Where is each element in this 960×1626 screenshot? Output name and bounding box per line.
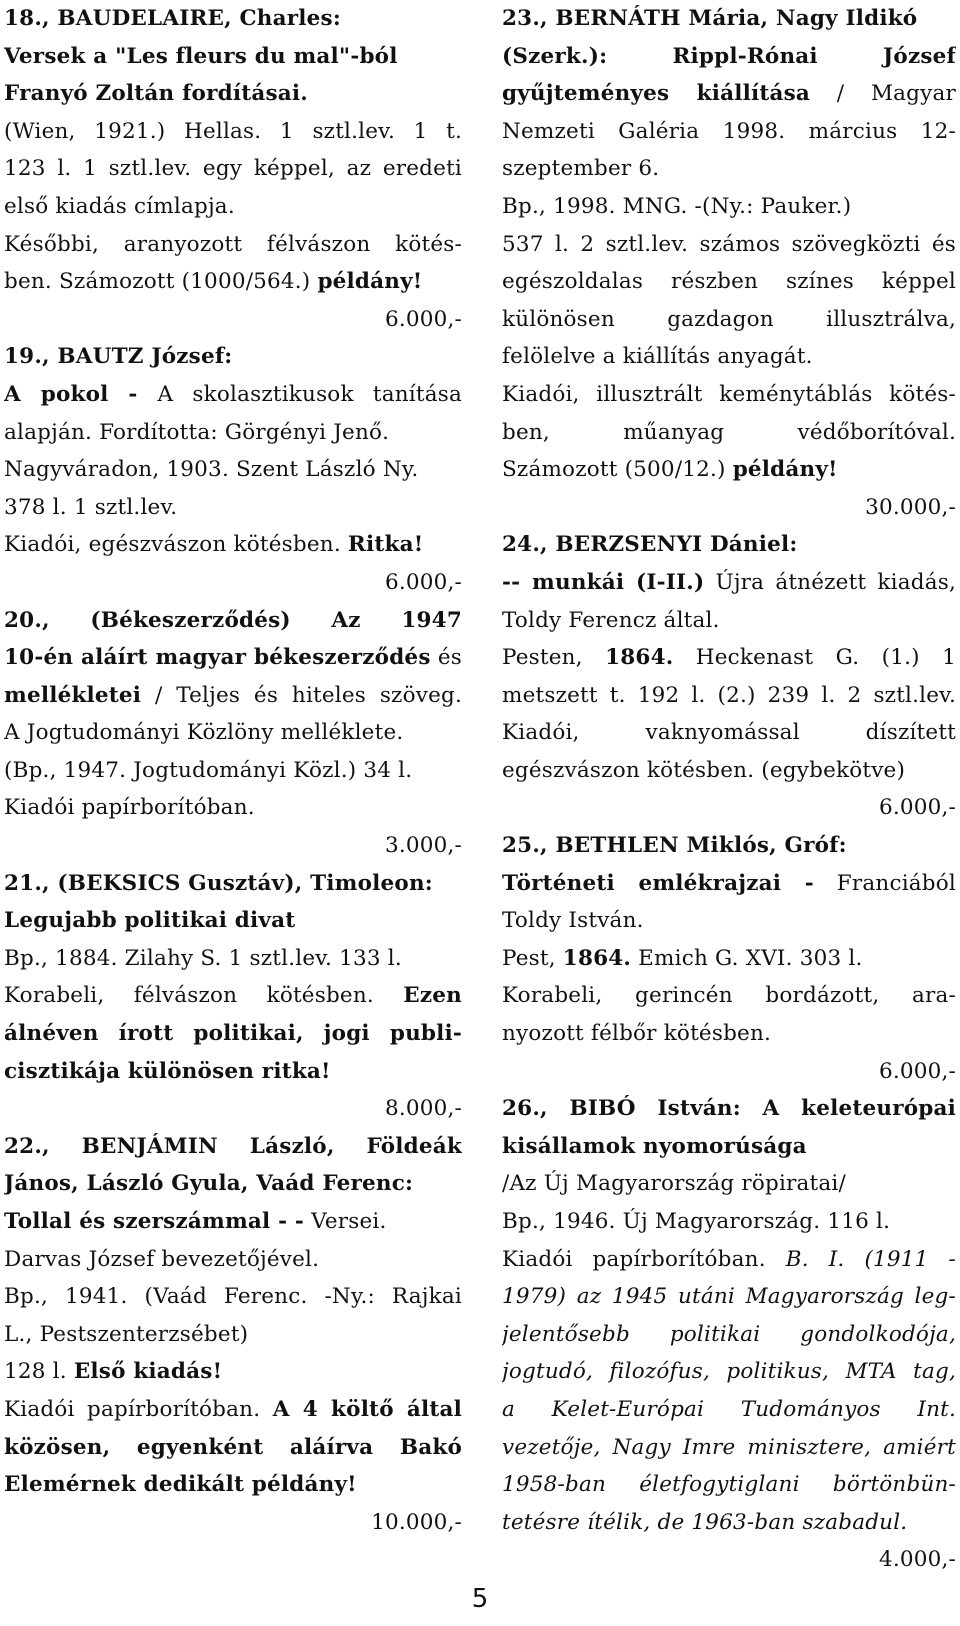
price: 6.000,- [878, 1058, 956, 1084]
text-run: Pest, [502, 945, 563, 971]
text-line [4, 714, 462, 752]
text-line [4, 1466, 462, 1504]
text-run: kisállamok nyomorúsága [502, 1133, 807, 1159]
text-run: közösen, egyenként aláírva Bakó [4, 1434, 462, 1460]
text-run: Kiadói papírborítóban. [502, 1246, 786, 1272]
text-line [502, 1353, 956, 1391]
text-run: 128 l. [4, 1359, 74, 1385]
text-run: 19., BAUTZ József: [4, 344, 233, 370]
text-run: Heckenast G. (1.) 1 [673, 645, 956, 671]
text-line [502, 338, 956, 376]
text-run: János, László Gyula, Vaád Ferenc: [4, 1171, 414, 1197]
text-run: Későbbi, aranyozott félvászon kötés- [4, 231, 462, 257]
text-line [4, 977, 462, 1015]
text-line [502, 564, 956, 602]
text-line [4, 113, 462, 151]
text-line [502, 1015, 956, 1053]
text-run: példány! [732, 457, 838, 483]
text-line [502, 376, 956, 414]
text-run: Legujabb politikai divat [4, 908, 296, 934]
page-number: 5 [471, 1584, 489, 1614]
text-run: Tollal és szerszámmal - - [4, 1209, 305, 1234]
text-run: Emich G. XVI. 303 l. [631, 945, 863, 971]
text-line [4, 376, 462, 414]
text-run: (Bp., 1947. Jogtudományi Közl.) 34 l. [4, 757, 413, 783]
text-run: Franciából [813, 870, 956, 896]
text-line [4, 75, 462, 113]
text-line [502, 602, 956, 640]
text-line [4, 752, 462, 790]
text-line [502, 677, 956, 715]
text-run: nyozott félbőr kötésben. [502, 1021, 772, 1047]
text-run: egészvászon kötésben. (egybekötve) [502, 757, 906, 783]
text-run: felölelve a kiállítás anyagát. [502, 344, 813, 370]
text-run: jelentősebb politikai gondolkodója, [502, 1321, 956, 1347]
price: 4.000,- [878, 1547, 956, 1573]
text-line [502, 150, 956, 188]
text-line [502, 301, 956, 339]
text-line [502, 714, 956, 752]
text-run: L., Pestszenterzsébet) [4, 1321, 249, 1347]
text-line [502, 1316, 956, 1354]
text-run: 21., (BEKSICS Gusztáv), Timoleon: [4, 870, 433, 896]
text-run: 18., BAUDELAIRE, Charles: [4, 6, 341, 31]
text-line [502, 1466, 956, 1504]
text-run: 26., BIBÓ István: A keleteurópai [502, 1096, 956, 1122]
text-line [502, 902, 956, 940]
text-run: Történeti emlékrajzai - [502, 870, 814, 896]
text-line [502, 451, 956, 489]
price-line [4, 827, 462, 865]
price: 8.000,- [384, 1096, 462, 1122]
text-run: Pesten, [502, 645, 606, 671]
price-line [502, 489, 956, 527]
text-line [502, 1128, 956, 1166]
text-run: mellékletei [4, 682, 142, 708]
text-line [4, 38, 462, 76]
text-line [502, 75, 956, 113]
text-line [4, 1278, 462, 1316]
text-line [502, 1203, 956, 1241]
text-run: első kiadás címlapja. [4, 193, 235, 219]
text-run: metszett t. 192 l. (2.) 239 l. 2 sztl.lev. [502, 682, 956, 708]
price-line [4, 1504, 462, 1542]
text-line [4, 0, 462, 38]
text-line [4, 677, 462, 715]
text-run: Versei. [304, 1209, 387, 1234]
text-run: 537 l. 2 sztl.lev. számos szövegközti és [502, 231, 956, 257]
text-run: (Szerk.): Rippl-Rónai József [502, 43, 956, 69]
text-line [502, 188, 956, 226]
text-run: 1864. [562, 945, 632, 971]
text-line [502, 1278, 956, 1316]
text-run: Toldy Ferencz által. [502, 607, 720, 633]
text-run: példány! [317, 269, 423, 295]
price: 30.000,- [865, 494, 956, 520]
text-run: 123 l. 1 sztl.lev. egy képpel, az eredeti [4, 156, 462, 182]
text-line [502, 639, 956, 677]
text-run: a Kelet-Európai Tudományos Int. [502, 1396, 956, 1422]
text-line [4, 865, 462, 903]
price: 6.000,- [384, 306, 462, 332]
text-run: 25., BETHLEN Miklós, Gróf: [502, 833, 847, 859]
text-line [502, 1241, 956, 1279]
text-run: Bp., 1998. MNG. -(Ny.: Pauker.) [502, 193, 852, 219]
text-line [4, 940, 462, 978]
text-line [4, 1128, 462, 1166]
text-run: Első kiadás! [73, 1359, 223, 1385]
text-run: gyűjteményes kiállítása [502, 81, 811, 107]
text-run: A Jogtudományi Közlöny melléklete. [4, 720, 404, 746]
price: 6.000,- [878, 795, 956, 821]
text-run: 20., (Békeszerződés) Az 1947 [4, 607, 462, 633]
text-run: cisztikája különösen ritka! [4, 1058, 331, 1084]
text-run: álnéven írott politikai, jogi publi- [4, 1021, 462, 1047]
price-line [4, 564, 462, 602]
text-run: egészoldalas részben színes képpel [502, 269, 956, 295]
text-run: szeptember 6. [502, 156, 660, 182]
text-line [502, 1165, 956, 1203]
text-line [4, 602, 462, 640]
text-line [502, 226, 956, 264]
price-line [502, 1053, 956, 1091]
text-run: A pokol - [4, 381, 158, 407]
text-line [4, 789, 462, 827]
text-run: Elemérnek dedikált példány! [4, 1472, 357, 1498]
text-line [502, 1504, 956, 1542]
text-run: Versek a "Les fleurs du mal"-ból [4, 43, 398, 69]
text-line [502, 263, 956, 301]
text-run: 1864. [605, 645, 674, 671]
text-run: Ritka! [347, 532, 424, 558]
text-line [4, 1015, 462, 1053]
text-run: A 4 költő által [272, 1396, 462, 1422]
text-run: Darvas József bevezetőjével. [4, 1246, 320, 1272]
text-run: Bp., 1946. Új Magyarország. 116 l. [502, 1209, 891, 1234]
text-line [502, 1391, 956, 1429]
text-run: Kiadói papírborítóban. [4, 1396, 273, 1422]
text-line [502, 865, 956, 903]
text-run: Nemzeti Galéria 1998. március 12- [502, 118, 956, 144]
right-column [502, 0, 956, 1579]
text-line [502, 827, 956, 865]
text-run: Franyó Zoltán fordításai. [4, 81, 308, 107]
text-run: tetésre ítélik, de 1963-ban szabadul. [502, 1509, 908, 1535]
text-run: /Az Új Magyarország röpiratai/ [502, 1171, 846, 1197]
price-line [502, 789, 956, 827]
price-line [4, 1090, 462, 1128]
text-run: Korabeli, félvászon kötésben. [4, 983, 404, 1009]
text-line [4, 188, 462, 226]
text-run: ben, műanyag védőborítóval. [502, 419, 956, 445]
text-run: Számozott (500/12.) [502, 457, 733, 483]
text-run: Bp., 1884. Zilahy S. 1 sztl.lev. 133 l. [4, 945, 402, 971]
text-run: Kiadói, illusztrált keménytáblás kötés- [502, 381, 956, 407]
text-run: B. I. (1911 - [785, 1246, 956, 1272]
price-line [4, 301, 462, 339]
text-run: ben. Számozott (1000/564.) [4, 269, 318, 295]
text-run: 23., BERNÁTH Mária, Nagy Ildikó [502, 6, 918, 31]
text-line [502, 38, 956, 76]
text-line [4, 1053, 462, 1091]
text-line [502, 752, 956, 790]
text-line [4, 263, 462, 301]
text-line [502, 0, 956, 38]
text-run: vezetője, Nagy Imre minisztere, amiért [502, 1434, 956, 1460]
text-run: és [430, 645, 462, 671]
text-line [4, 451, 462, 489]
text-line [4, 414, 462, 452]
text-line [4, 1429, 462, 1467]
text-run: alapján. Fordította: Görgényi Jenő. [4, 419, 390, 445]
text-run: Újra átnézett kiadás, [704, 569, 956, 595]
text-line [4, 1391, 462, 1429]
text-line [4, 1165, 462, 1203]
text-line [4, 1241, 462, 1279]
price: 10.000,- [371, 1509, 462, 1535]
text-run: 24., BERZSENYI Dániel: [502, 532, 798, 558]
text-line [502, 113, 956, 151]
text-line [502, 1429, 956, 1467]
text-run: 10-én aláírt magyar békeszerződés [4, 645, 431, 671]
text-run: 1958-ban életfogytiglani börtönbün- [502, 1472, 956, 1498]
text-run: Nagyváradon, 1903. Szent László Ny. [4, 457, 419, 483]
left-column [4, 0, 462, 1541]
text-run: A skolasztikusok tanítása [157, 381, 462, 407]
text-run: Bp., 1941. (Vaád Ferenc. -Ny.: Rajkai [4, 1284, 462, 1310]
text-run: Toldy István. [502, 908, 644, 934]
text-run: különösen gazdagon illusztrálva, [502, 306, 956, 332]
text-run: 22., BENJÁMIN László, Földeák [4, 1133, 462, 1159]
price: 3.000,- [384, 833, 462, 859]
text-line [502, 1090, 956, 1128]
text-run: -- munkái (I-II.) [502, 569, 705, 595]
text-line [502, 940, 956, 978]
text-line [4, 489, 462, 527]
text-run: Ezen [403, 983, 462, 1009]
text-line [4, 526, 462, 564]
text-line [502, 526, 956, 564]
text-line [4, 338, 462, 376]
text-run: (Wien, 1921.) Hellas. 1 sztl.lev. 1 t. [4, 118, 462, 144]
price-line [502, 1541, 956, 1579]
text-run: / Magyar [810, 81, 956, 107]
text-run: 378 l. 1 sztl.lev. [4, 494, 178, 520]
text-line [4, 150, 462, 188]
text-run: Kiadói papírborítóban. [4, 795, 255, 821]
text-line [4, 639, 462, 677]
text-run: jogtudó, filozófus, politikus, MTA tag, [502, 1359, 956, 1385]
text-run: Kiadói, vaknyomással díszített [502, 720, 956, 746]
text-run: / Teljes és hiteles szöveg. [141, 682, 462, 708]
text-run: 1979) az 1945 utáni Magyarország leg- [502, 1284, 956, 1310]
price: 6.000,- [384, 569, 462, 595]
text-line [4, 1203, 462, 1241]
text-line [502, 414, 956, 452]
text-line [4, 226, 462, 264]
text-line [4, 902, 462, 940]
text-line [4, 1316, 462, 1354]
text-line [4, 1353, 462, 1391]
text-run: Kiadói, egészvászon kötésben. [4, 532, 348, 558]
text-run: Korabeli, gerincén bordázott, ara- [502, 983, 956, 1009]
text-line [502, 977, 956, 1015]
